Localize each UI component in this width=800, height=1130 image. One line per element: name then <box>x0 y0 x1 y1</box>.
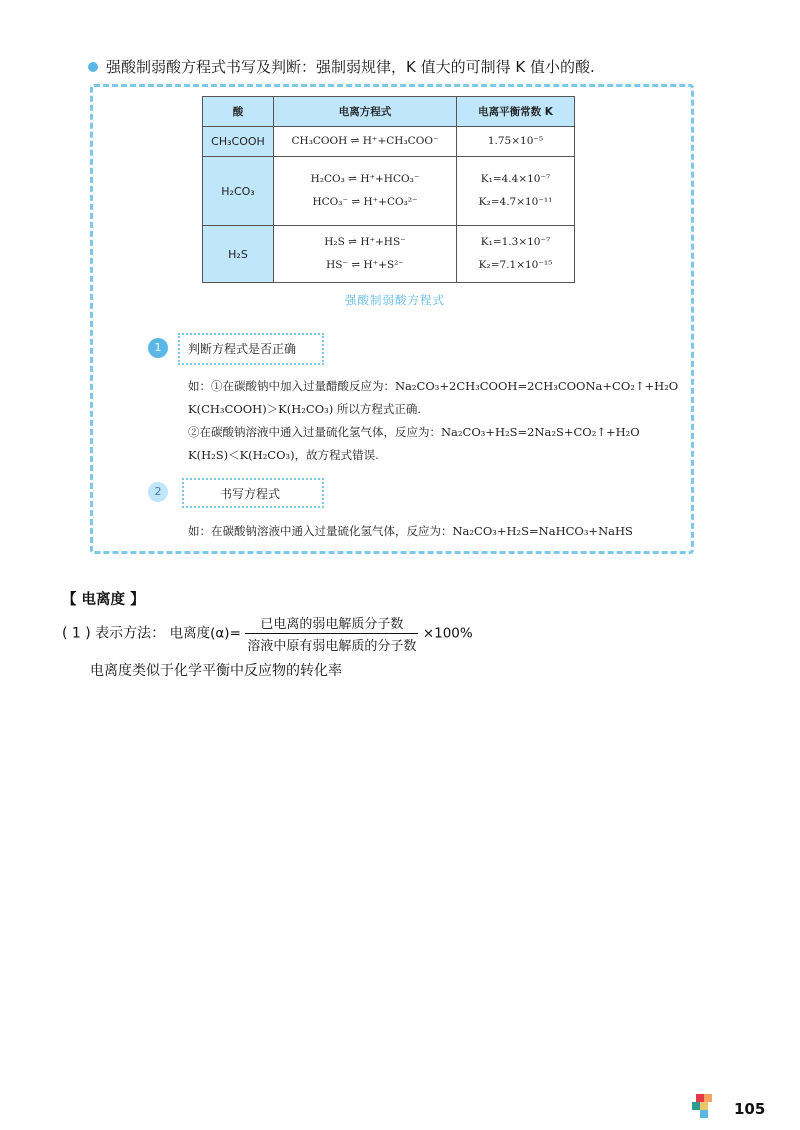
equilibrium-constant <box>457 127 575 157</box>
equation-line: CH₃COOH ⇌ H⁺+CH₃COO⁻ <box>291 135 439 147</box>
ionization-degree-note: 电离度类似于化学平衡中反应物的转化率 <box>90 663 342 679</box>
step-1-line: ②在碳酸钠溶液中通入过量硫化氢气体，反应为：Na₂CO₃+H₂S=2Na₂S+CO₂↑+H₂O <box>188 425 640 439</box>
ionization-degree-formula <box>62 613 473 654</box>
step-1-badge: 1 <box>148 338 168 358</box>
ionization-equation <box>274 127 457 157</box>
acid-name: H₂S <box>203 226 274 283</box>
equilibrium-constant <box>457 157 575 226</box>
acid-table <box>202 96 575 283</box>
step-2-badge: 2 <box>148 482 168 502</box>
table-header-row <box>203 97 575 127</box>
step-2-title: 书写方程式 <box>182 478 324 508</box>
table-caption: 强酸制弱酸方程式 <box>345 293 445 307</box>
equation-line: HS⁻ ⇌ H⁺+S²⁻ <box>326 259 404 271</box>
step-1-line: K(CH₃COOH)＞K(H₂CO₃) 所以方程式正确. <box>188 402 422 416</box>
fraction-denominator: 溶液中原有弱电解质的分子数 <box>247 639 417 654</box>
equation-line: H₂CO₃ ⇌ H⁺+HCO₃⁻ <box>310 173 420 185</box>
table-header: 电离平衡常数 K <box>457 97 575 127</box>
item-label: ( 1 ) 表示方法： <box>62 625 166 642</box>
formula-right: ×100% <box>422 625 473 642</box>
ionization-equation <box>274 157 457 226</box>
fraction-numerator: 已电离的弱电解质分子数 <box>245 613 418 634</box>
table-row <box>203 226 575 283</box>
k-value: K₁=1.3×10⁻⁷ <box>480 236 551 248</box>
step-2-line: 如：在碳酸钠溶液中通入过量硫化氢气体，反应为：Na₂CO₃+H₂S=NaHCO₃+NaHS <box>188 524 633 538</box>
acid-name: CH₃COOH <box>203 127 274 157</box>
page-number: 105 <box>734 1100 766 1118</box>
k-value: K₂=7.1×10⁻¹⁵ <box>478 259 553 271</box>
ionization-degree-title: 【 电离度 】 <box>62 592 145 608</box>
ionization-equation <box>274 226 457 283</box>
equation-line: HCO₃⁻ ⇌ H⁺+CO₃²⁻ <box>312 196 418 208</box>
formula-left: 电离度(α)= <box>169 625 241 642</box>
equilibrium-constant <box>457 226 575 283</box>
publisher-logo-icon <box>690 1092 720 1122</box>
fraction <box>245 613 418 654</box>
bullet-icon <box>88 62 98 72</box>
acid-name: H₂CO₃ <box>203 157 274 226</box>
table-row <box>203 157 575 226</box>
step-1-line: K(H₂S)＜K(H₂CO₃)，故方程式错误. <box>188 448 379 462</box>
k-value: K₂=4.7×10⁻¹¹ <box>478 196 553 208</box>
section-heading: 强酸制弱酸方程式书写及判断：强制弱规律，K 值大的可制得 K 值小的酸. <box>88 56 595 77</box>
table-header: 电离方程式 <box>274 97 457 127</box>
step-1-title: 判断方程式是否正确 <box>178 333 324 365</box>
k-value: 1.75×10⁻⁵ <box>487 135 544 147</box>
table-row <box>203 127 575 157</box>
k-value: K₁=4.4×10⁻⁷ <box>480 173 551 185</box>
equation-line: H₂S ⇌ H⁺+HS⁻ <box>324 236 406 248</box>
table-header: 酸 <box>203 97 274 127</box>
step-1-line: 如：①在碳酸钠中加入过量醋酸反应为：Na₂CO₃+2CH₃COOH=2CH₃COONa+CO₂↑+H₂O <box>188 379 679 393</box>
